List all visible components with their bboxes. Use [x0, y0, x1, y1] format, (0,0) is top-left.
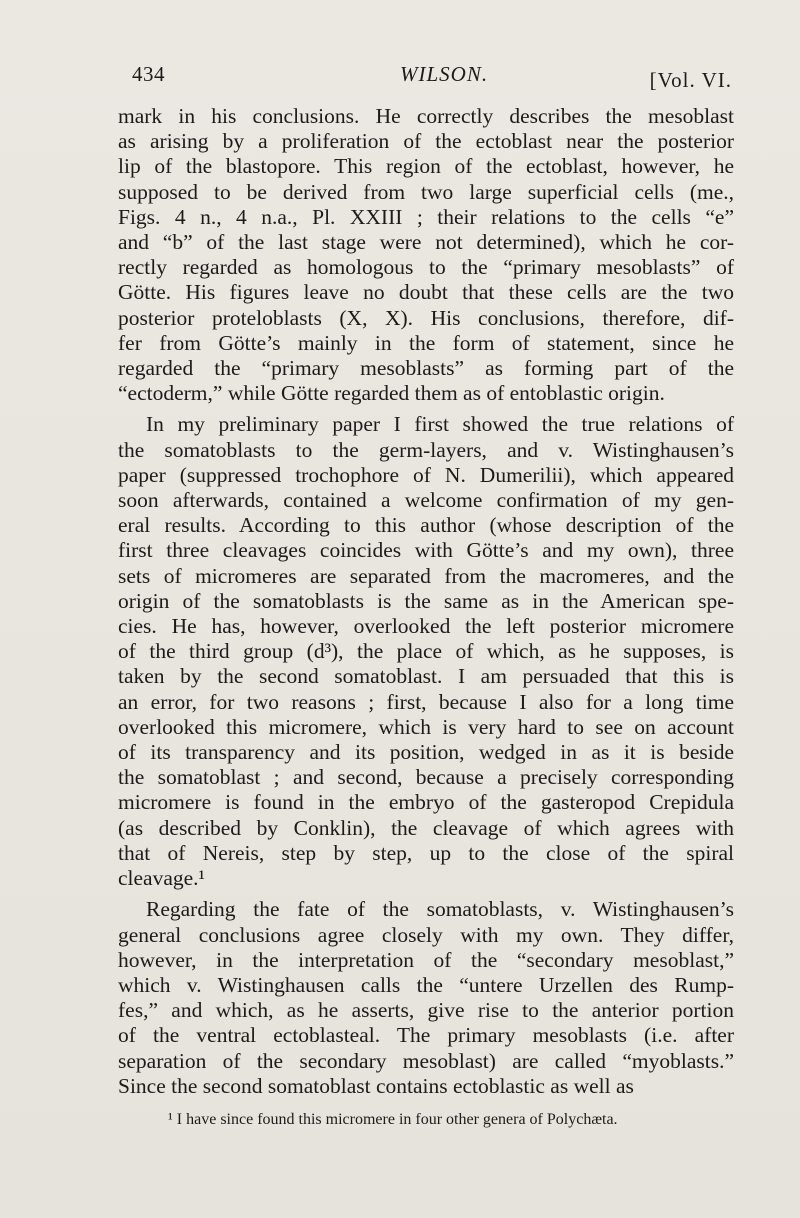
text-line: however, in the interpretation of the “secondary mesoblast,”	[118, 947, 734, 972]
text-line: that of Nereis, step by step, up to the close of the spiral	[118, 840, 734, 865]
text-line: cleavage.¹	[118, 866, 206, 891]
body-text	[118, 104, 734, 1105]
text-line: lip of the blastopore. This region of the ectoblast, however, he	[118, 154, 734, 179]
text-line: of its transparency and its position, wedged in as it is beside	[118, 740, 734, 765]
text-line: “ectoderm,” while Götte regarded them as of entoblastic origin.	[118, 381, 665, 406]
text-line: general conclusions agree closely with my own. They differ,	[118, 922, 734, 947]
text-line: micromere is found in the embryo of the gasteropod Crepidula	[118, 790, 734, 815]
text-line: first three cleavages coincides with Götte’s and my own), three	[118, 538, 734, 563]
text-line: origin of the somatoblasts is the same as in the American spe-	[118, 588, 734, 613]
paragraph	[118, 104, 734, 406]
page-number: 434	[132, 62, 165, 86]
text-line: Götte. His figures leave no doubt that these cells are the two	[118, 280, 734, 305]
text-line: fes,” and which, as he asserts, give rise to the anterior portion	[118, 998, 734, 1023]
text-line: the somatoblasts to the germ-layers, and v. Wistinghausen’s	[118, 437, 734, 462]
text-line: the somatoblast ; and second, because a precisely corresponding	[118, 765, 734, 790]
text-line: In my preliminary paper I first showed the true relations of	[146, 412, 734, 437]
text-line: Figs. 4 n., 4 n.a., Pl. XXIII ; their relations to the cells “e”	[118, 204, 734, 229]
text-line: paper (suppressed trochophore of N. Dumerilii), which appeared	[118, 462, 734, 487]
text-line: mark in his conclusions. He correctly describes the mesoblast	[118, 104, 734, 128]
running-head	[132, 62, 732, 92]
text-line: soon afterwards, contained a welcome confirmation of my gen-	[118, 488, 734, 513]
text-line: fer from Götte’s mainly in the form of statement, since he	[118, 330, 734, 355]
paragraph	[118, 412, 734, 891]
text-line: separation of the secondary mesoblast) are called “myoblasts.”	[118, 1048, 734, 1073]
paragraph	[118, 897, 734, 1099]
footnote: ¹ I have since found this micromere in four other genera of Polychæta.	[168, 1111, 618, 1128]
text-line: eral results. According to this author (whose description of the	[118, 513, 734, 538]
text-line: sets of micromeres are separated from the macromeres, and the	[118, 563, 734, 588]
text-line: cies. He has, however, overlooked the left posterior micromere	[118, 614, 734, 639]
text-line: posterior proteloblasts (X, X). His conclusions, therefore, dif-	[118, 305, 734, 330]
running-title: WILSON.	[400, 62, 489, 86]
text-line: Regarding the fate of the somatoblasts, v. Wistinghausen’s	[146, 897, 734, 922]
text-line: and “b” of the last stage were not determined), which he cor-	[118, 230, 734, 255]
text-line: as arising by a proliferation of the ectoblast near the posterior	[118, 129, 734, 154]
text-line: of the third group (d³), the place of which, as he supposes, is	[118, 639, 734, 664]
text-line: regarded the “primary mesoblasts” as forming part of the	[118, 356, 734, 381]
text-line: supposed to be derived from two large superficial cells (me.,	[118, 179, 734, 204]
volume-label: [Vol. VI.	[649, 68, 732, 92]
text-line: Since the second somatoblast contains ectoblastic as well as	[118, 1073, 634, 1098]
text-line: an error, for two reasons ; first, because I also for a long time	[118, 689, 734, 714]
text-line: which v. Wistinghausen calls the “untere Urzellen des Rump-	[118, 972, 734, 997]
text-line: taken by the second somatoblast. I am persuaded that this is	[118, 664, 734, 689]
text-line: (as described by Conklin), the cleavage of which agrees with	[118, 815, 734, 840]
text-line: rectly regarded as homologous to the “primary mesoblasts” of	[118, 255, 734, 280]
text-line: of the ventral ectoblasteal. The primary mesoblasts (i.e. after	[118, 1023, 734, 1048]
text-line: overlooked this micromere, which is very hard to see on account	[118, 714, 734, 739]
